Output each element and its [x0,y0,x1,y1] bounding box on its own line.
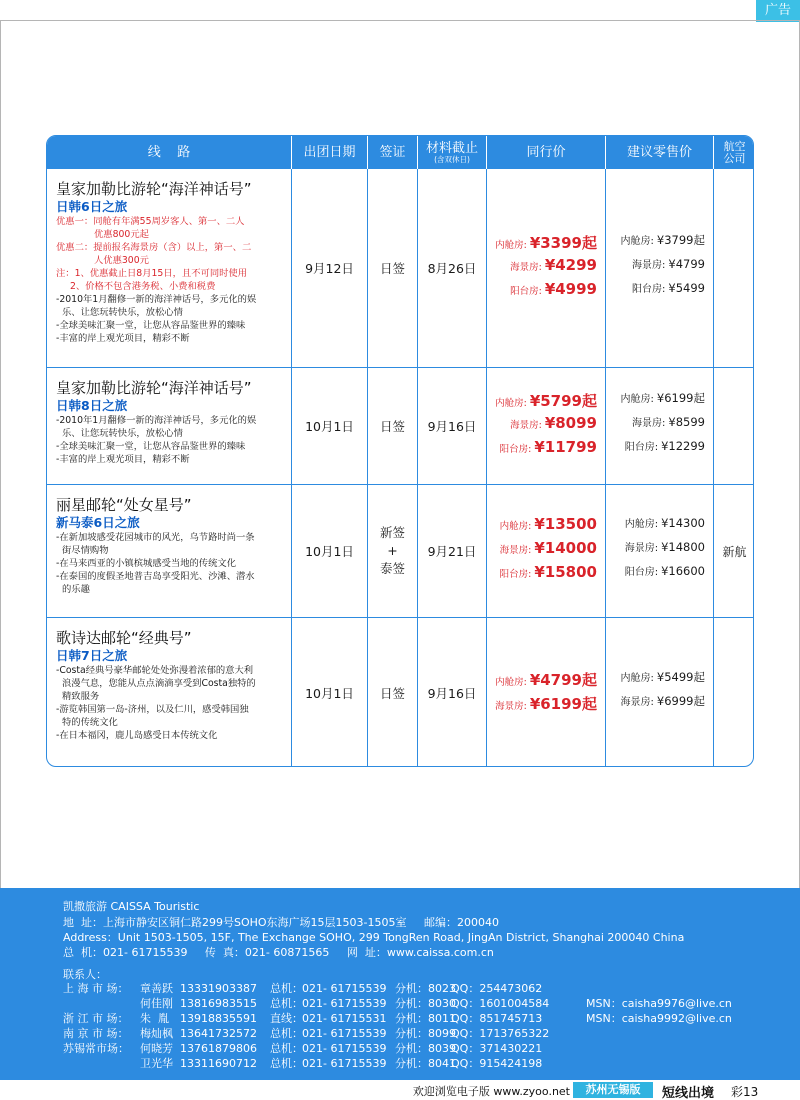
contact-qq: QQ：371430221 [451,1042,543,1055]
date-cell [292,368,368,484]
route-name: 皇家加勒比游轮“海洋神话号” [56,379,252,397]
date-cell [292,618,368,767]
feature-line: -全球美味汇聚一堂，让您从容品鉴世界的臻味 [56,320,246,331]
company-name: 凯撒旅游 CAISSA Touristic [63,900,200,913]
peer-price-line [487,438,597,462]
peer-price: ¥13500 [534,515,597,533]
contact-ext: 分机：8030 [395,997,456,1010]
feature-list [56,293,285,345]
cabin-label: 内舱房: [620,673,654,684]
feature-line: 浪漫气息，您能从点点滴滴享受到Costa独特的 [62,678,256,689]
page-number: 彩13 [731,1085,759,1099]
retail-price: ¥5499 [668,281,705,295]
feature-line: 乐、让您玩转快乐，放松心情 [62,307,183,318]
header-airline [714,136,754,169]
material-deadline: 8月26日 [427,261,477,276]
promo-line: 优惠二：提前报名海景房（含）以上，第一、二 [56,242,252,253]
feature-line: -在泰国的度假圣地普吉岛享受阳光、沙滩、潜水 [56,571,255,582]
feature-list [56,531,285,596]
cabin-label: 海景房: [499,545,532,556]
retail-price-cell [606,618,714,767]
welcome-text: 欢迎浏览电子版 www.zyoo.net [412,1085,570,1098]
peer-price-line [487,256,597,280]
route-name: 丽星邮轮“处女星号” [56,496,192,514]
retail-price-line [606,563,713,587]
promo-line: 2、价格不包含港务税、小费和税费 [70,281,216,292]
route-row [47,485,753,618]
retail-price: ¥6999起 [656,694,705,708]
cabin-label: 内舱房: [495,677,527,688]
feature-line: -丰富的岸上观光项目，精彩不断 [56,454,190,465]
visa-cell [368,618,418,767]
date-cell [292,485,368,617]
contact-tel-label: 直线： [270,1012,303,1025]
retail-price-cell [606,368,714,484]
peer-price: ¥3399起 [529,234,597,252]
visa-type: 日签 [379,686,405,701]
cabin-label: 内舱房: [495,398,527,409]
edition-badge: 苏州无锡版 [573,1082,653,1098]
contact-market: 苏锡常市场： [63,1042,129,1055]
airline-cell [714,368,754,484]
cabin-label: 内舱房: [620,236,654,247]
material-deadline: 9月16日 [427,419,477,434]
header-deadline-note: (含双休日) [434,154,470,164]
contact-ext: 分机：8041 [395,1057,456,1070]
deadline-cell [418,618,487,767]
cabin-label: 阳台房: [632,284,666,295]
contact-name: 梅灿枫 [140,1027,173,1040]
retail-price: ¥3799起 [656,233,705,247]
feature-line: -丰富的岸上观光项目，精彩不断 [56,333,190,344]
cabin-label: 阳台房: [499,569,532,580]
contact-mobile: 13311690712 [180,1057,257,1070]
feature-line: -在新加坡感受花园城市的风光，乌节路时尚一条 [56,532,255,543]
retail-price-line [606,280,713,304]
contact-ext: 分机：8023 [395,982,456,995]
cabin-label: 海景房: [632,418,666,429]
retail-price: ¥12299 [661,439,705,453]
visa-stack [380,524,405,578]
route-cell [47,368,292,484]
feature-line: 的乐趣 [62,584,90,595]
peer-price: ¥4799起 [529,671,597,689]
header-retail-price-label: 建议零售价 [626,145,692,160]
header-visa [368,136,418,169]
visa-line: 泰签 [379,561,405,576]
cabin-label: 海景房: [632,260,666,271]
retail-price: ¥8599 [668,415,705,429]
contact-tel-label: 总机： [270,1057,303,1070]
material-deadline: 9月16日 [427,686,477,701]
feature-line: -在日本福冈，鹿儿岛感受日本传统文化 [56,730,218,741]
contact-ext: 分机：8011 [395,1012,456,1025]
route-cell [47,618,292,767]
contact-market: 浙 江 市 场： [63,1012,129,1025]
contact-qq: QQ：254473062 [451,982,543,995]
header-airline-label-1: 航空 [723,139,746,153]
departure-date: 10月1日 [305,419,354,434]
peer-price-line [487,515,597,539]
price-table [46,135,754,767]
peer-price-line [487,669,597,693]
contact-tel-label: 总机： [270,982,303,995]
header-deadline [418,136,487,169]
peer-price-line [487,563,597,587]
cabin-label: 内舱房: [624,519,659,530]
footer [0,888,800,1080]
bottom-bar [0,1080,800,1100]
retail-price-cell [606,485,714,617]
contact-mobile: 13761879806 [180,1042,257,1055]
deadline-cell [418,368,487,484]
contact-tel: 021- 61715539 [302,997,387,1010]
cabin-label: 海景房: [510,262,542,273]
date-cell [292,169,368,367]
retail-price-line [606,438,713,462]
visa-type: 日签 [379,261,405,276]
phone-line: 总 机：021- 61715539 传 真：021- 60871565 网 址：www.caissa.com.cn [63,946,494,959]
material-deadline: 9月21日 [427,544,477,559]
peer-price-line [487,539,597,563]
cabin-label: 海景房: [510,420,542,431]
peer-price: ¥15800 [534,563,597,581]
table-header [47,136,753,169]
peer-price-line [487,414,597,438]
route-row [47,618,753,767]
feature-line: -游览韩国第一岛-济州，以及仁川，感受韩国独 [56,704,249,715]
peer-price: ¥6199起 [529,695,597,713]
retail-price-line [606,232,713,256]
promo-line: 人优惠300元 [94,255,149,266]
cabin-label: 内舱房: [620,394,654,405]
peer-price-cell [487,368,606,484]
contact-mobile: 13918835591 [180,1012,257,1025]
contact-name: 朱 胤 [140,1012,169,1025]
promo-line: 优惠800元起 [94,229,149,240]
contact-mobile: 13816983515 [180,997,257,1010]
contact-ext: 分机：8099 [395,1027,456,1040]
departure-date: 10月1日 [305,544,354,559]
peer-price-line [487,693,597,717]
header-retail-price [606,136,714,169]
header-peer-price-label: 同行价 [526,145,566,160]
visa-line: + [387,543,398,558]
retail-price-line [606,669,713,693]
route-cell [47,169,292,367]
cabin-label: 阳台房: [624,567,659,578]
route-subtitle: 新马泰6日之旅 [56,515,140,530]
peer-price: ¥14000 [534,539,597,557]
visa-line: 新签 [379,525,405,540]
address-cn: 地 址：上海市静安区铜仁路299号SOHO东海广场15层1503-1505室 邮编：200040 [63,916,499,929]
departure-date: 10月1日 [305,686,354,701]
feature-list [56,664,285,742]
contact-qq: QQ：851745713 [451,1012,543,1025]
visa-cell [368,485,418,617]
contact-tel-label: 总机： [270,997,303,1010]
contact-tel: 021- 61715539 [302,1042,387,1055]
retail-price-line [606,390,713,414]
contact-tel-label: 总机： [270,1027,303,1040]
cabin-label: 内舱房: [495,240,527,251]
route-subtitle: 日韩7日之旅 [56,648,128,663]
deadline-cell [418,485,487,617]
contact-market: 南 京 市 场： [63,1027,129,1040]
feature-line: -2010年1月翻修一新的海洋神话号，多元化的娱 [56,294,257,305]
retail-price-line [606,539,713,563]
route-subtitle: 日韩8日之旅 [56,398,128,413]
section-title: 短线出境 [662,1086,715,1100]
cabin-label: 海景房: [624,543,659,554]
visa-type: 日签 [379,419,405,434]
contact-tel-label: 总机： [270,1042,303,1055]
feature-line: 特的传统文化 [62,717,118,728]
header-deadline-label: 材料截止 [425,140,478,156]
route-cell [47,485,292,617]
peer-price-line [487,280,597,304]
cabin-label: 海景房: [495,701,527,712]
peer-price-cell [487,169,606,367]
contact-name: 何晓芳 [140,1042,173,1055]
visa-cell [368,368,418,484]
header-date-label: 出团日期 [303,145,356,160]
feature-line: 精致服务 [62,691,100,702]
contact-ext: 分机：8039 [395,1042,456,1055]
cabin-label: 海景房: [620,697,654,708]
retail-price: ¥14300 [661,516,705,530]
contact-msn: MSN：caisha9976@live.cn [586,997,732,1010]
cabin-label: 阳台房: [510,286,542,297]
address-en: Address：Unit 1503-1505, 15F, The Exchange SOHO, 299 TongRen Road, JingAn District, Shanghai 200040 China [63,931,685,944]
cabin-label: 阳台房: [499,444,532,455]
route-row [47,169,753,368]
retail-price: ¥6199起 [656,391,705,405]
retail-price: ¥16600 [661,564,705,578]
promo-block [56,215,285,293]
airline-cell [714,618,754,767]
route-name: 皇家加勒比游轮“海洋神话号” [56,180,252,198]
route-name: 歌诗达邮轮“经典号” [56,629,192,647]
header-peer-price [487,136,606,169]
retail-price-cell [606,169,714,367]
header-route-label: 线 路 [147,145,191,160]
feature-line: -Costa经典号豪华邮轮处处弥漫着浓郁的意大利 [56,665,254,676]
promo-line: 优惠一：同舱有年满55周岁客人、第一、二人 [56,216,245,227]
contact-name: 章善跃 [140,982,173,995]
visa-cell [368,169,418,367]
contact-mobile: 13331903387 [180,982,257,995]
contact-tel: 021- 61715531 [302,1012,387,1025]
header-visa-label: 签证 [379,145,406,160]
retail-price-line [606,693,713,717]
cabin-label: 阳台房: [624,442,659,453]
feature-list [56,414,285,466]
peer-price: ¥4299 [544,256,597,274]
feature-line: -在马来西亚的小镇槟城感受当地的传统文化 [56,558,236,569]
contact-qq: QQ：1601004584 [451,997,550,1010]
airline-cell [714,485,754,617]
route-row [47,368,753,485]
ad-tag: 广告 [756,0,800,22]
promo-line: 注：1、优惠截止日8月15日，且不可同时使用 [56,268,248,279]
header-airline-label-2: 公司 [723,151,746,165]
peer-price-cell [487,618,606,767]
contact-mobile: 13641732572 [180,1027,257,1040]
contact-market: 上 海 市 场： [63,982,129,995]
route-subtitle: 日韩6日之旅 [56,199,128,214]
contact-name: 何佳刚 [140,997,173,1010]
feature-line: 街尽情购物 [62,545,109,556]
departure-date: 9月12日 [305,261,354,276]
deadline-cell [418,169,487,367]
retail-price-line [606,256,713,280]
contacts-title: 联系人： [63,968,107,981]
contact-qq: QQ：1713765322 [451,1027,550,1040]
contact-msn: MSN：caisha9992@live.cn [586,1012,732,1025]
header-date [292,136,368,169]
contact-tel: 021- 61715539 [302,1027,387,1040]
feature-line: 乐、让您玩转快乐，放松心情 [62,428,183,439]
contact-qq: QQ：915424198 [451,1057,543,1070]
feature-line: -2010年1月翻修一新的海洋神话号，多元化的娱 [56,415,257,426]
peer-price: ¥8099 [544,414,597,432]
retail-price-line [606,515,713,539]
peer-price-line [487,390,597,414]
cabin-label: 内舱房: [499,521,532,532]
peer-price: ¥11799 [534,438,597,456]
feature-line: -全球美味汇聚一堂，让您从容品鉴世界的臻味 [56,441,246,452]
airline-cell [714,169,754,367]
header-route [47,136,292,169]
airline-name: 新航 [722,544,747,559]
contact-name: 卫光华 [140,1057,173,1070]
retail-price: ¥14800 [661,540,705,554]
retail-price-line [606,414,713,438]
peer-price-cell [487,485,606,617]
retail-price: ¥5499起 [656,670,705,684]
contact-tel: 021- 61715539 [302,982,387,995]
peer-price-line [487,232,597,256]
contact-tel: 021- 61715539 [302,1057,387,1070]
retail-price: ¥4799 [668,257,705,271]
peer-price: ¥5799起 [529,392,597,410]
peer-price: ¥4999 [544,280,597,298]
